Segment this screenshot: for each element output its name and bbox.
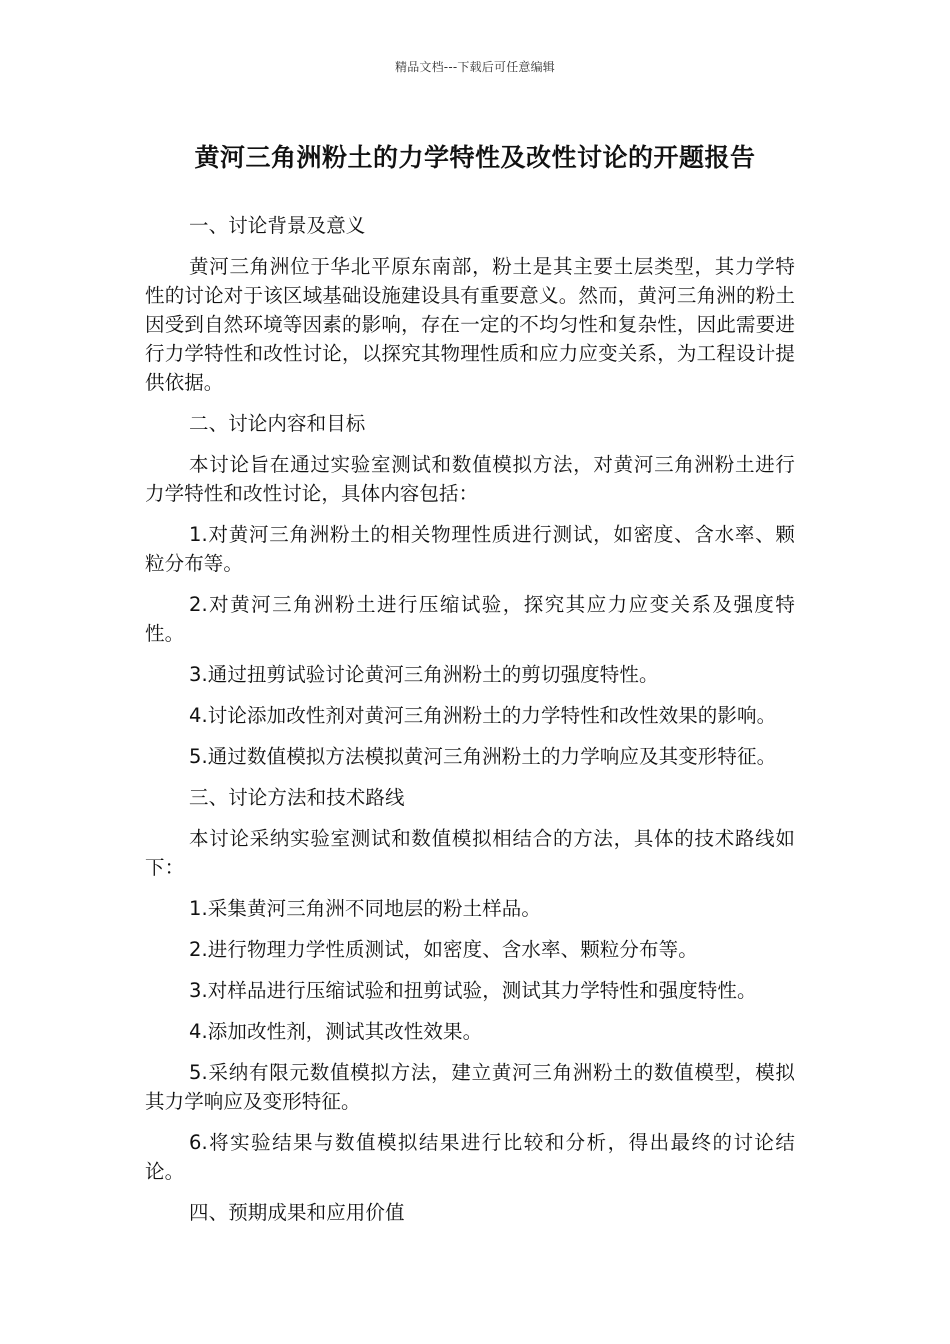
list-item: 6.将实验结果与数值模拟结果进行比较和分析，得出最终的讨论结论。 bbox=[145, 1131, 795, 1183]
paragraph-background: 黄河三角洲位于华北平原东南部，粉土是其主要土层类型，其力学特性的讨论对于该区域基础设施建设具有重要意义。然而，黄河三角洲的粉土因受到自然环境等因素的影响，存在一定的不均匀性和复杂性，因此需要进行力学特性和改性讨论，以探究其物理性质和应力应变关系，为工程设计提供依据。 bbox=[145, 255, 795, 394]
list-item: 4.讨论添加改性剂对黄河三角洲粉土的力学特性和改性效果的影响。 bbox=[189, 704, 777, 727]
section-heading-content-goals: 二、讨论内容和目标 bbox=[189, 412, 366, 435]
list-item: 3.对样品进行压缩试验和扭剪试验，测试其力学特性和强度特性。 bbox=[189, 979, 757, 1002]
list-item: 3.通过扭剪试验讨论黄河三角洲粉土的剪切强度特性。 bbox=[189, 663, 659, 686]
paragraph-methods-intro: 本讨论采纳实验室测试和数值模拟相结合的方法，具体的技术路线如下： bbox=[145, 827, 795, 879]
document-title: 黄河三角洲粉土的力学特性及改性讨论的开题报告 bbox=[194, 143, 756, 172]
list-item: 4.添加改性剂，测试其改性效果。 bbox=[189, 1020, 483, 1043]
section-heading-outcomes: 四、预期成果和应用价值 bbox=[189, 1201, 405, 1224]
list-item: 2.进行物理力学性质测试，如密度、含水率、颗粒分布等。 bbox=[189, 938, 698, 961]
section-heading-background: 一、讨论背景及意义 bbox=[189, 214, 366, 237]
section-heading-methods: 三、讨论方法和技术路线 bbox=[189, 786, 405, 809]
header-note: 精品文档---下载后可任意编辑 bbox=[395, 60, 555, 74]
paragraph-content-intro: 本讨论旨在通过实验室测试和数值模拟方法，对黄河三角洲粉土进行力学特性和改性讨论，具体内容包括： bbox=[145, 453, 795, 505]
list-item: 1.采集黄河三角洲不同地层的粉土样品。 bbox=[189, 897, 542, 920]
document-body bbox=[145, 211, 795, 1239]
list-item: 2.对黄河三角洲粉土进行压缩试验，探究其应力应变关系及强度特性。 bbox=[145, 593, 795, 645]
list-item: 5.采纳有限元数值模拟方法，建立黄河三角洲粉土的数值模型，模拟其力学响应及变形特征。 bbox=[145, 1061, 795, 1113]
list-item: 1.对黄河三角洲粉土的相关物理性质进行测试，如密度、含水率、颗粒分布等。 bbox=[145, 523, 795, 575]
list-item: 5.通过数值模拟方法模拟黄河三角洲粉土的力学响应及其变形特征。 bbox=[189, 745, 777, 768]
